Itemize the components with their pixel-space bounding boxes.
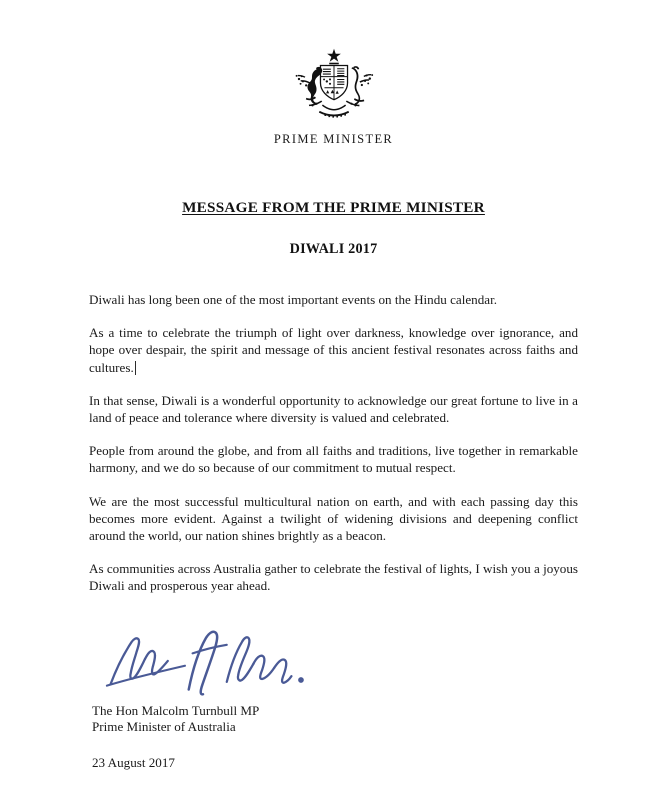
prime-minister-wordmark: PRIME MINISTER xyxy=(273,132,394,146)
paragraph: Diwali has long been one of the most important events on the Hindu calendar. xyxy=(89,292,497,307)
letter-date: 23 August 2017 xyxy=(92,755,175,771)
signatory-details xyxy=(92,703,667,736)
document-headings xyxy=(0,199,667,258)
letterhead xyxy=(0,0,667,147)
paragraph-text: As a time to celebrate the triumph of light over darkness, knowledge over ignorance, and hope over despair, the spirit and message of this ancient festival resonates across faiths and cultures. xyxy=(89,325,578,375)
paragraph: People from around the globe, and from all faiths and traditions, live together in remarkable harmony, and we do so because of our commitment to mutual respect. xyxy=(89,443,578,476)
paragraph-with-caret xyxy=(89,324,578,376)
signatory-name: The Hon Malcolm Turnbull MP xyxy=(92,702,260,718)
letter-body xyxy=(89,291,578,595)
page-title xyxy=(0,199,667,217)
text-cursor-caret xyxy=(135,361,136,375)
signature-block xyxy=(92,621,667,772)
signature-period xyxy=(298,677,304,683)
paragraph: As communities across Australia gather to celebrate the festival of lights, I wish you a joyous Diwali and prosperous year ahead. xyxy=(89,561,578,594)
paragraph: In that sense, Diwali is a wonderful opportunity to acknowledge our great fortune to live in a land of peace and tolerance where diversity is valued and celebrated. xyxy=(89,392,578,426)
paragraph: We are the most successful multicultural nation on earth, and with each passing day this becomes more evident. Against a twilight of widening divisions and deepening conflict around the world, our nation shines brightly as a beacon. xyxy=(89,493,578,544)
handwritten-signature-icon xyxy=(92,621,314,699)
main-heading-text: MESSAGE FROM THE PRIME MINISTER xyxy=(182,199,485,216)
signatory-title: Prime Minister of Australia xyxy=(92,719,236,735)
sub-heading: DIWALI 2017 xyxy=(289,241,378,257)
australian-coat-of-arms-icon xyxy=(286,44,382,122)
